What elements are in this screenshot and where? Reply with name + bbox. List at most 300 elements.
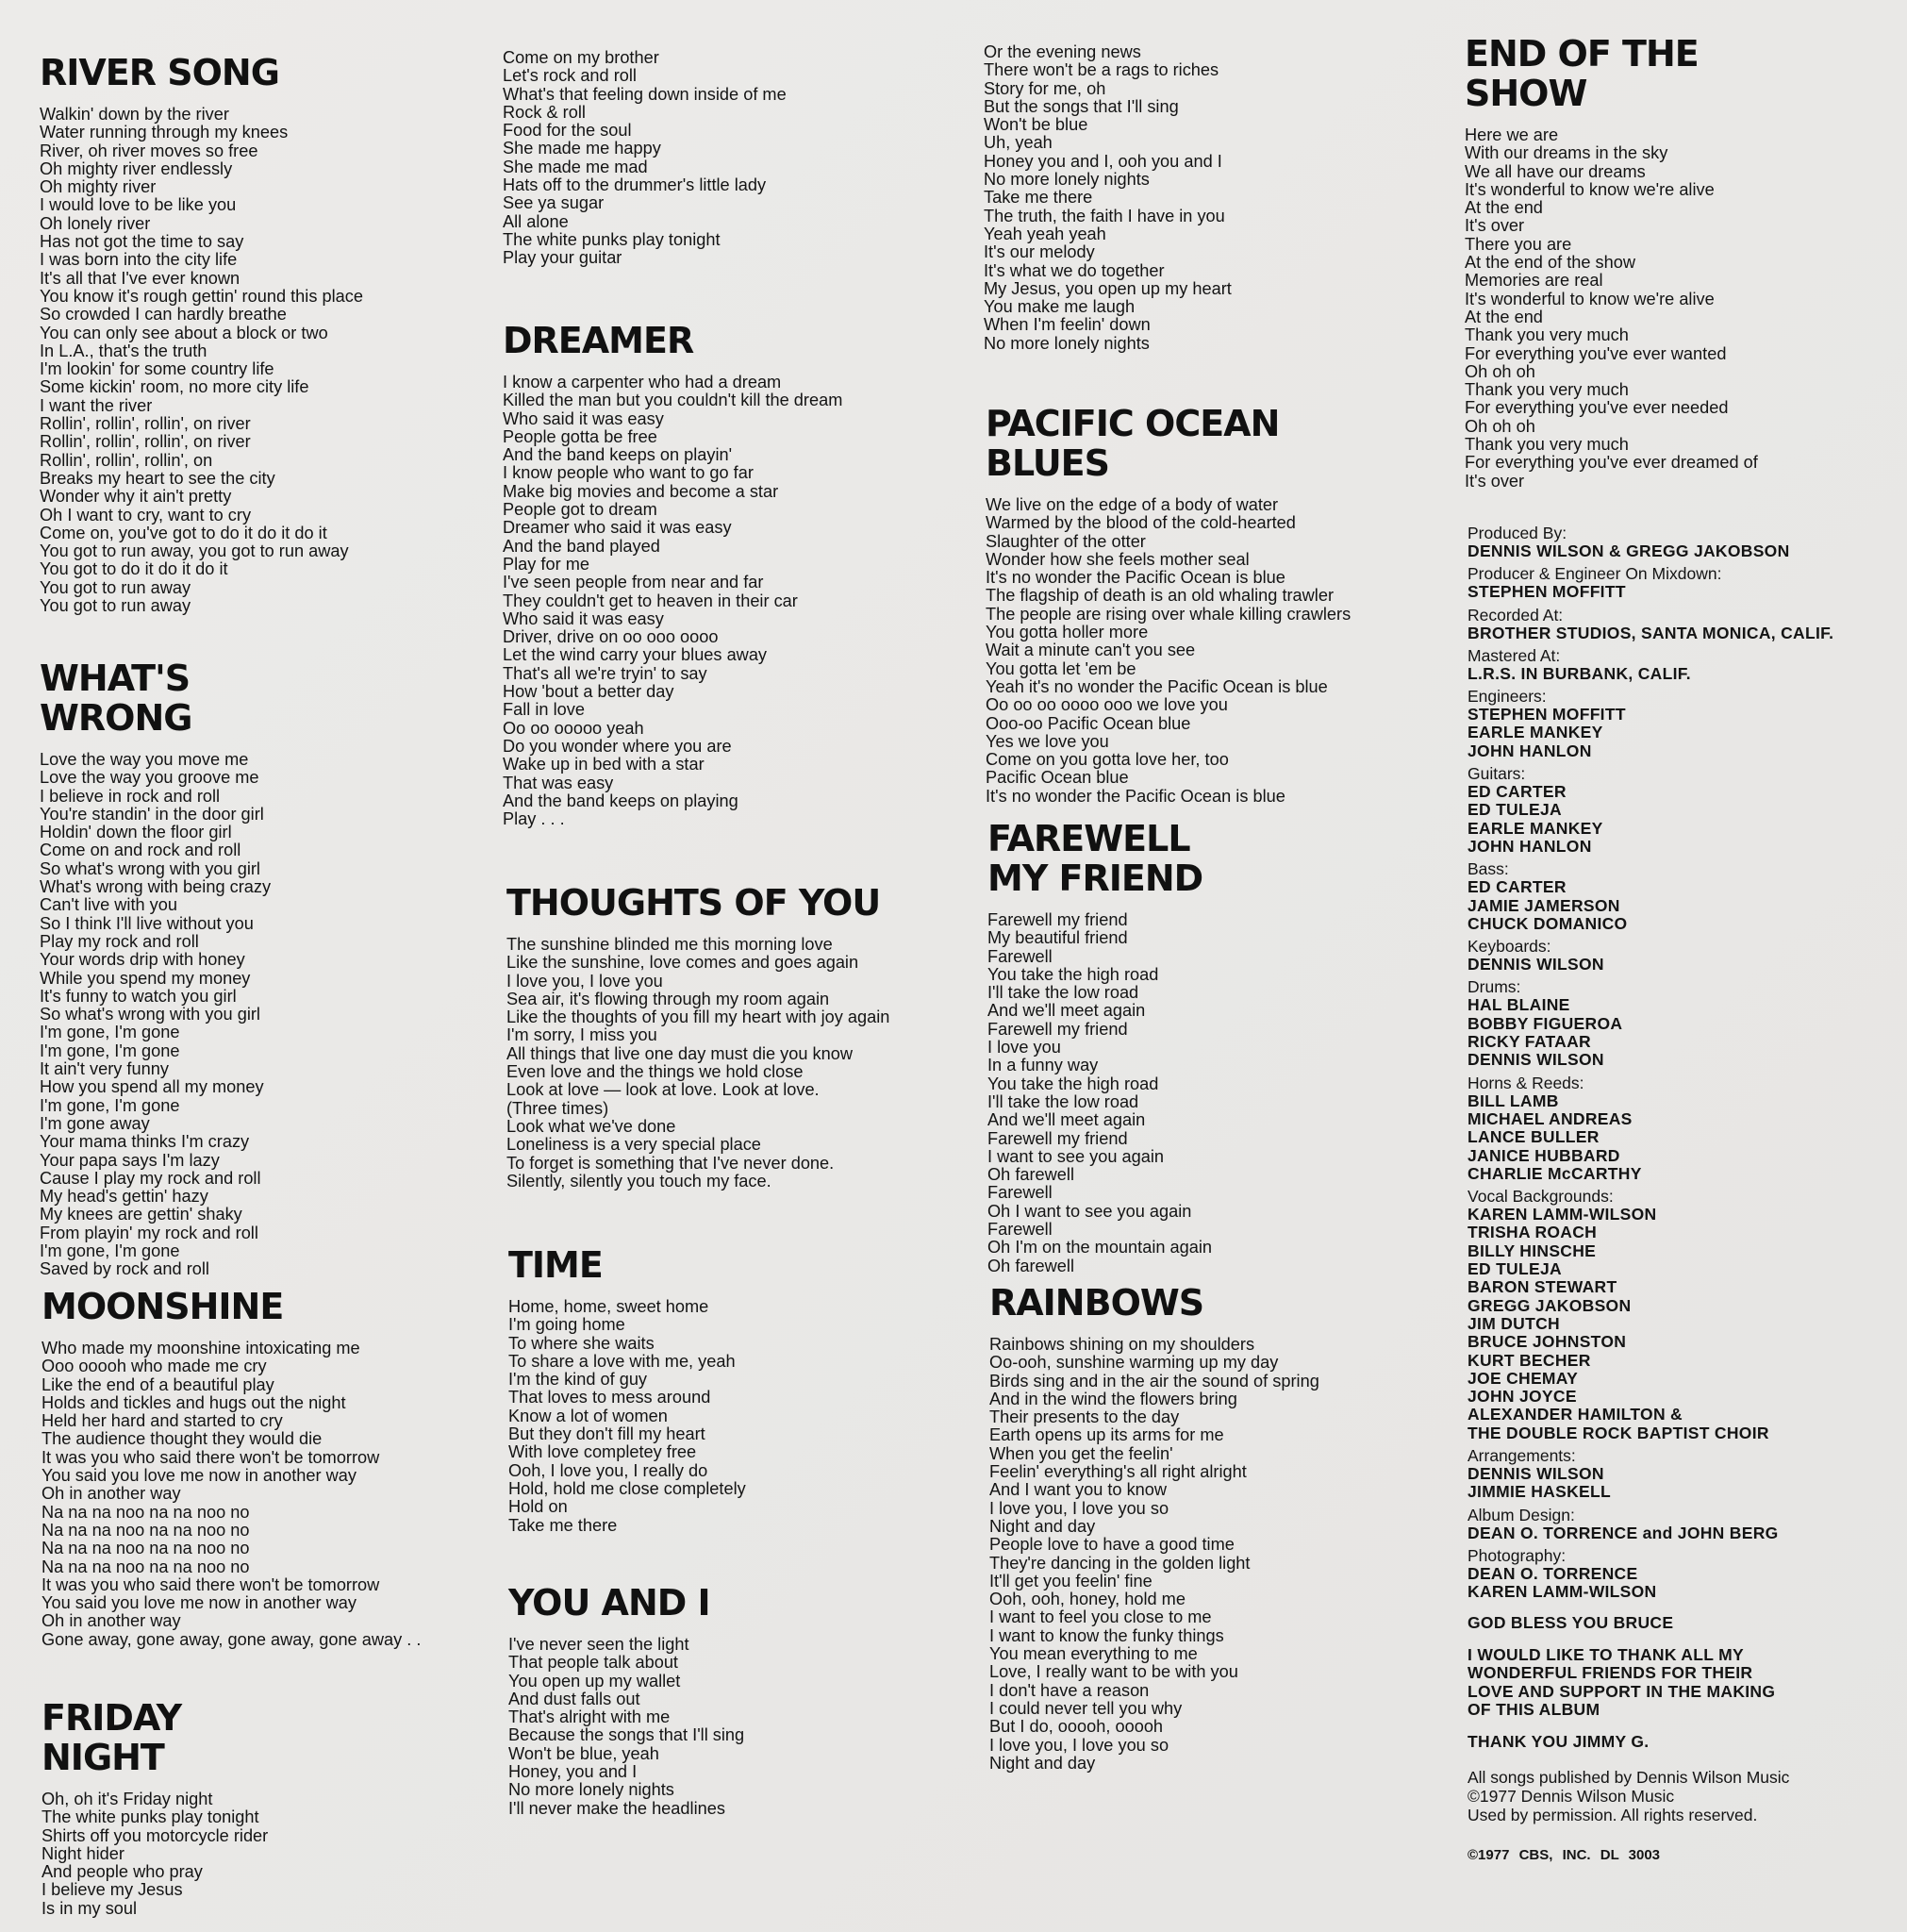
lyric-line: Ooo ooooh who made me cry — [41, 1357, 267, 1376]
lyric-line: I'm lookin' for some country life — [40, 359, 274, 379]
lyric-line: From playin' my rock and roll — [40, 1223, 258, 1242]
credit-name: KURT BECHER — [1468, 1350, 1591, 1370]
lyric-line: Holds and tickles and hugs out the night — [41, 1392, 346, 1412]
lyric-line: Oh I want to cry, want to cry — [40, 505, 252, 525]
lyric-line: I want to feel you close to me — [989, 1607, 1212, 1627]
lyric-line: Story for me, oh — [984, 78, 1106, 98]
lyric-line: Warmed by the blood of the cold-hearted — [986, 513, 1296, 533]
credit-name: ALEXANDER HAMILTON & — [1468, 1405, 1683, 1424]
credit-label: Vocal Backgrounds: — [1468, 1187, 1614, 1207]
lyric-line: We all have our dreams — [1465, 161, 1646, 181]
lyric-line: It's funny to watch you girl — [40, 986, 237, 1006]
song-lyrics — [1465, 126, 1758, 491]
lyric-line: I'll never make the headlines — [508, 1798, 725, 1818]
lyric-line: You can only see about a block or two — [40, 323, 328, 342]
credit-label: Arrangements: — [1468, 1445, 1576, 1465]
lyric-line: For everything you've ever wanted — [1465, 343, 1727, 363]
lyric-line: We live on the edge of a body of water — [986, 495, 1279, 514]
lyric-line: Can't live with you — [40, 895, 178, 915]
lyric-line: Oo oo ooooo yeah — [503, 718, 644, 738]
song-river-song — [40, 53, 363, 615]
lyric-line: Love, I really want to be with you — [989, 1662, 1238, 1682]
lyric-line: People love to have a good time — [989, 1535, 1235, 1555]
lyric-line: That's all we're tryin' to say — [503, 663, 707, 683]
credit-label: Album Design: — [1468, 1505, 1575, 1524]
lyric-line: Fall in love — [503, 700, 585, 720]
lyric-line: So crowded I can hardly breathe — [40, 305, 287, 325]
song-lyrics — [984, 43, 1232, 353]
lyric-line: She made me mad — [503, 157, 648, 176]
song-lyrics — [506, 936, 889, 1191]
credit-name: JOHN HANLON — [1468, 741, 1592, 760]
lyric-line: Na na na noo na na noo no — [41, 1520, 250, 1540]
credit-block — [1468, 765, 1901, 856]
lyric-line: I'm sorry, I miss you — [506, 1025, 657, 1045]
lyric-line: Let the wind carry your blues away — [503, 645, 768, 665]
lyric-line: Oo-ooh, sunshine warming up my day — [989, 1353, 1279, 1373]
lyric-line: River, oh river moves so free — [40, 141, 258, 160]
lyric-line: Earth opens up its arms for me — [989, 1425, 1224, 1445]
lyric-line: Breaks my heart to see the city — [40, 468, 275, 488]
lyric-line: For everything you've ever needed — [1465, 398, 1729, 418]
lyric-line: People got to dream — [503, 500, 657, 520]
lyric-line: My Jesus, you open up my heart — [984, 278, 1232, 298]
credit-name: BOBBY FIGUEROA — [1468, 1013, 1623, 1033]
lyric-line: Rainbows shining on my shoulders — [989, 1335, 1255, 1354]
lyric-line: All alone — [503, 211, 569, 231]
lyric-line: Look what we've done — [506, 1116, 676, 1136]
credit-label: Drums: — [1468, 977, 1521, 997]
catalog-number: ©1977 CBS, INC. DL 3003 — [1468, 1847, 1661, 1864]
credit-label: Bass: — [1468, 859, 1509, 879]
lyric-line: With love completey free — [508, 1442, 697, 1462]
lyric-line: It was you who said there won't be tomorrow — [41, 1447, 380, 1467]
lyric-line: Cause I play my rock and roll — [40, 1168, 261, 1188]
lyric-line: Let's rock and roll — [503, 66, 637, 86]
lyric-line: Rollin', rollin', rollin', on — [40, 450, 213, 470]
lyric-line: Has not got the time to say — [40, 232, 244, 252]
credit-label: Keyboards: — [1468, 937, 1551, 957]
lyric-line: Feelin' everything's all right alright — [989, 1462, 1247, 1482]
credit-name: ED TULEJA — [1468, 800, 1562, 820]
credit-name: KAREN LAMM-WILSON — [1468, 1582, 1657, 1602]
lyric-line: It's what we do together — [984, 260, 1165, 280]
lyric-line: With our dreams in the sky — [1465, 143, 1668, 163]
lyric-line: Honey, you and I — [508, 1762, 638, 1782]
lyric-line: You're standin' in the door girl — [40, 804, 264, 824]
lyric-line: Na na na noo na na noo no — [41, 1539, 250, 1558]
lyric-line: Wake up in bed with a star — [503, 755, 705, 774]
lyric-line: Make big movies and become a star — [503, 481, 779, 501]
lyric-line: Sea air, it's flowing through my room again — [506, 989, 830, 1008]
lyric-line: You said you love me now in another way — [41, 1466, 357, 1486]
lyric-line: But I do, ooooh, ooooh — [989, 1717, 1164, 1737]
credit-name: BILLY HINSCHE — [1468, 1241, 1597, 1260]
lyric-line: I was born into the city life — [40, 250, 238, 270]
credit-name: CHARLIE McCARTHY — [1468, 1163, 1642, 1183]
lyric-line: I'll take the low road — [987, 983, 1139, 1003]
lyric-line: Farewell my friend — [987, 1019, 1128, 1039]
lyric-line: I love you, I love you so — [989, 1498, 1169, 1518]
credit-name: BILL LAMB — [1468, 1091, 1559, 1110]
lyric-line: Farewell — [987, 1183, 1053, 1203]
song-rainbows — [989, 1283, 1319, 1773]
lyric-line: Oh mighty river — [40, 177, 157, 197]
credit-block — [1468, 978, 1901, 1069]
lyric-line: Your words drip with honey — [40, 950, 245, 970]
credit-label: Mastered At: — [1468, 645, 1561, 665]
lyric-line: Here we are — [1465, 125, 1559, 144]
lyric-line: To where she waits — [508, 1333, 655, 1353]
song-whats-wrong — [40, 658, 271, 1279]
song-lyrics — [503, 49, 787, 268]
song-title: THOUGHTS OF YOU — [506, 882, 881, 924]
credit-block — [1468, 1447, 1901, 1502]
lyric-line: I know a carpenter who had a dream — [503, 373, 782, 391]
lyric-line: For everything you've ever dreamed of — [1465, 453, 1758, 473]
credit-name: BROTHER STUDIOS, SANTA MONICA, CALIF. — [1468, 623, 1834, 642]
lyric-line: I could never tell you why — [989, 1698, 1183, 1718]
lyric-line: At the end — [1465, 198, 1543, 218]
lyric-line: Night and day — [989, 1753, 1096, 1773]
credit-name: LANCE BULLER — [1468, 1127, 1600, 1147]
song-lyrics — [503, 374, 842, 828]
lyric-line: That people talk about — [508, 1653, 678, 1673]
song-thoughts-of-you — [506, 883, 889, 1191]
credit-name: JOHN HANLON — [1468, 836, 1592, 856]
lyric-line: I love you — [987, 1038, 1061, 1058]
lyric-line: Memories are real — [1465, 271, 1603, 291]
song-you-and-i-continued — [984, 43, 1232, 353]
lyric-line: Birds sing and in the air the sound of spring — [989, 1371, 1319, 1391]
lyric-line: There you are — [1465, 234, 1572, 254]
song-lyrics — [986, 496, 1351, 806]
lyric-line: I want the river — [40, 395, 153, 415]
lyric-line: You said you love me now in another way — [41, 1593, 357, 1613]
lyric-line: Ooo-oo Pacific Ocean blue — [986, 713, 1191, 733]
lyric-line: Oh farewell — [987, 1256, 1074, 1275]
song-lyrics — [41, 1340, 421, 1649]
lyric-line: Like the thoughts of you fill my heart with joy again — [506, 1008, 890, 1027]
lyric-line: Come on my brother — [503, 48, 659, 67]
lyric-line: Oh farewell — [987, 1165, 1074, 1185]
credit-name: JIM DUTCH — [1468, 1313, 1560, 1333]
credit-name: RICKY FATAAR — [1468, 1032, 1591, 1052]
lyric-line: My knees are gettin' shaky — [40, 1205, 242, 1224]
lyric-line: Do you wonder where you are — [503, 736, 732, 756]
credit-label: Horns & Reeds: — [1468, 1073, 1584, 1092]
song-lyrics — [41, 1790, 268, 1918]
credit-name: GREGG JAKOBSON — [1468, 1295, 1632, 1315]
lyric-line: And the band keeps on playin' — [503, 445, 733, 465]
lyric-line: And dust falls out — [508, 1689, 640, 1708]
dedication-note: GOD BLESS YOU BRUCE — [1468, 1613, 1674, 1633]
lyric-line: Na na na noo na na noo no — [41, 1502, 250, 1522]
credit-block — [1468, 607, 1901, 642]
lyric-line: Yeah it's no wonder the Pacific Ocean is blue — [986, 676, 1328, 696]
lyric-line: Oh oh oh — [1465, 416, 1535, 436]
credit-name: BARON STEWART — [1468, 1277, 1617, 1297]
lyric-line: So what's wrong with you girl — [40, 858, 260, 878]
song-title: FRIDAY NIGHT — [41, 1697, 182, 1778]
lyric-line: Honey you and I, ooh you and I — [984, 151, 1222, 171]
lyric-line: I believe in rock and roll — [40, 786, 221, 806]
lyric-line: They're dancing in the golden light — [989, 1553, 1251, 1573]
lyric-line: Won't be blue — [984, 115, 1088, 135]
lyric-line: And the band keeps on playing — [503, 791, 738, 810]
credit-label: Recorded At: — [1468, 605, 1564, 625]
lyric-line: The flagship of death is an old whaling trawler — [986, 586, 1335, 606]
lyric-line: People gotta be free — [503, 426, 657, 446]
lyric-line: It's wonderful to know we're alive — [1465, 289, 1715, 308]
lyric-line: Night and day — [989, 1516, 1096, 1536]
lyric-line: They couldn't get to heaven in their car — [503, 591, 798, 610]
lyric-line: I've seen people from near and far — [503, 573, 764, 592]
credit-name: THE DOUBLE ROCK BAPTIST CHOIR — [1468, 1423, 1769, 1442]
credit-name: MICHAEL ANDREAS — [1468, 1108, 1633, 1128]
lyric-line: Love the way you groove me — [40, 768, 259, 788]
lyric-line: Oh mighty river endlessly — [40, 158, 233, 178]
lyric-line: In L.A., that's the truth — [40, 341, 207, 360]
song-title: PACIFIC OCEAN BLUES — [986, 403, 1280, 484]
lyric-line: Who made my moonshine intoxicating me — [41, 1339, 360, 1357]
lyric-line: You take the high road — [987, 964, 1159, 984]
thanks-jimmy-note: THANK YOU JIMMY G. — [1468, 1731, 1650, 1751]
credit-name: DENNIS WILSON — [1468, 1050, 1604, 1070]
credit-label: Producer & Engineer On Mixdown: — [1468, 564, 1722, 584]
lyric-line: It's our melody — [984, 242, 1095, 262]
lyric-line: And in the wind the flowers bring — [989, 1389, 1237, 1408]
lyric-line: So what's wrong with you girl — [40, 1005, 260, 1024]
lyric-line: Is in my soul — [41, 1898, 138, 1918]
lyric-line: In a funny way — [987, 1056, 1099, 1075]
lyric-line: Wait a minute can't you see — [986, 641, 1196, 660]
song-title: DREAMER — [503, 320, 694, 361]
publishing-line: Used by permission. All rights reserved. — [1468, 1806, 1758, 1825]
lyric-line: Their presents to the day — [989, 1407, 1180, 1427]
song-lyrics — [508, 1298, 746, 1535]
credit-block — [1468, 1547, 1901, 1602]
lyric-line: I'll take the low road — [987, 1091, 1139, 1111]
lyric-line: Wonder why it ain't pretty — [40, 487, 232, 507]
lyric-line: Oh I'm on the mountain again — [987, 1238, 1213, 1257]
lyric-line: Saved by rock and roll — [40, 1259, 209, 1279]
song-lyrics — [989, 1336, 1319, 1773]
lyric-line: Come on and rock and roll — [40, 841, 241, 860]
lyric-line: You got to run away — [40, 596, 191, 616]
lyric-line: But the songs that I'll sing — [984, 96, 1179, 116]
credit-name: L.R.S. IN BURBANK, CALIF. — [1468, 663, 1691, 683]
song-time — [508, 1245, 746, 1535]
lyric-line: My beautiful friend — [987, 928, 1128, 948]
lyric-line: Thank you very much — [1465, 435, 1629, 455]
song-title: FAREWELL MY FRIEND — [987, 818, 1203, 899]
song-title: END OF THE SHOW — [1465, 33, 1699, 114]
lyric-line: So I think I'll live without you — [40, 913, 254, 933]
lyric-line: Take me there — [508, 1515, 618, 1535]
song-friday-night — [41, 1698, 268, 1918]
lyric-line: Your mama thinks I'm crazy — [40, 1132, 250, 1152]
song-lyrics — [40, 106, 363, 615]
lyric-line: Come on, you've got to do it do it do it — [40, 523, 327, 542]
lyric-line: Pacific Ocean blue — [986, 768, 1129, 788]
lyric-line: Take me there — [984, 188, 1093, 208]
credit-name: ED CARTER — [1468, 877, 1567, 897]
credit-name: CHUCK DOMANICO — [1468, 913, 1628, 933]
lyric-line: And people who pray — [41, 1862, 203, 1882]
lyric-line: Na na na noo na na noo no — [41, 1557, 250, 1576]
publishing-info — [1468, 1768, 1901, 1824]
lyric-line: The white punks play tonight — [41, 1807, 259, 1827]
credit-name: DENNIS WILSON — [1468, 1463, 1604, 1483]
lyric-line: Oh, oh it's Friday night — [41, 1790, 213, 1808]
credit-name: STEPHEN MOFFITT — [1468, 705, 1626, 724]
lyric-line: My head's gettin' hazy — [40, 1187, 208, 1207]
lyric-line: Oo oo oo oooo ooo we love you — [986, 695, 1228, 715]
lyric-line: What's wrong with being crazy — [40, 877, 272, 897]
lyric-line: I love you, I love you — [506, 971, 663, 991]
lyric-line: Loneliness is a very special place — [506, 1135, 761, 1155]
credit-block — [1468, 647, 1901, 683]
lyric-line: Thank you very much — [1465, 380, 1629, 400]
thanks-note: I WOULD LIKE TO THANK ALL MY WONDERFUL FRIENDS FOR THEIR LOVE AND SUPPORT IN THE MAKING OF THIS ALBUM — [1468, 1644, 1776, 1720]
song-farewell-my-friend — [987, 819, 1212, 1275]
lyric-line: Thank you very much — [1465, 325, 1629, 345]
lyric-line: Even love and the things we hold close — [506, 1062, 804, 1082]
lyric-line: Oh I want to see you again — [987, 1201, 1192, 1221]
lyric-line: (Three times) — [506, 1098, 609, 1118]
lyric-line: Come on you gotta love her, too — [986, 750, 1229, 770]
lyric-line: Look at love — look at love. Look at love. — [506, 1080, 820, 1100]
credit-block — [1468, 565, 1901, 601]
song-pacific-ocean-blues — [986, 404, 1351, 806]
lyric-line: No more lonely nights — [984, 333, 1150, 353]
lyric-line: The people are rising over whale killing crawlers — [986, 604, 1351, 624]
credit-name: EARLE MANKEY — [1468, 818, 1603, 838]
lyric-line: Silently, silently you touch my face. — [506, 1171, 771, 1191]
lyric-line: I'm gone, I'm gone — [40, 1023, 180, 1042]
lyric-line: Ooh, I love you, I really do — [508, 1460, 708, 1480]
song-title: MOONSHINE — [41, 1286, 284, 1327]
credit-name: BRUCE JOHNSTON — [1468, 1332, 1627, 1352]
credit-name: JOE CHEMAY — [1468, 1368, 1579, 1388]
lyric-line: I'm gone, I'm gone — [40, 1095, 180, 1115]
credit-block — [1468, 1188, 1901, 1442]
lyric-line: Some kickin' room, no more city life — [40, 377, 309, 397]
lyric-line: Like the end of a beautiful play — [41, 1374, 274, 1394]
lyric-line: Farewell my friend — [987, 1128, 1128, 1148]
lyric-line: I believe my Jesus — [41, 1880, 183, 1900]
lyric-line: I've never seen the light — [508, 1635, 689, 1654]
lyric-line: Won't be blue, yeah — [508, 1743, 659, 1763]
lyric-line: I love you, I love you so — [989, 1735, 1169, 1755]
credit-name: KAREN LAMM-WILSON — [1468, 1205, 1657, 1224]
lyric-line: Held her hard and started to cry — [41, 1411, 283, 1431]
song-lyrics — [40, 751, 271, 1279]
lyric-line: When you get the feelin' — [989, 1443, 1173, 1463]
lyric-line: It's all that I've ever known — [40, 268, 240, 288]
album-credits — [1468, 525, 1901, 1863]
lyric-line: That's alright with me — [508, 1707, 671, 1727]
lyric-line: I'm gone, I'm gone — [40, 1241, 180, 1261]
lyric-line: That was easy — [503, 773, 614, 792]
lyric-line: See ya sugar — [503, 193, 605, 213]
lyric-line: Or the evening news — [984, 42, 1141, 61]
song-title: RIVER SONG — [40, 52, 279, 93]
lyric-line: Yeah yeah yeah — [984, 224, 1106, 243]
credit-block — [1468, 860, 1901, 933]
lyric-line: No more lonely nights — [508, 1780, 674, 1800]
lyric-line: And the band played — [503, 536, 660, 556]
lyric-line: Uh, yeah — [984, 133, 1053, 153]
credit-label: Engineers: — [1468, 687, 1547, 707]
lyric-line: Who said it was easy — [503, 608, 664, 628]
credit-label: Produced By: — [1468, 524, 1567, 542]
lyric-line: I would love to be like you — [40, 195, 237, 215]
lyric-line: Dreamer who said it was easy — [503, 518, 732, 538]
lyric-line: To forget is something that I've never done. — [506, 1153, 835, 1173]
lyric-line: I don't have a reason — [989, 1680, 1150, 1700]
lyric-line: I'm going home — [508, 1315, 625, 1335]
lyric-line: Water running through my knees — [40, 123, 289, 142]
song-title: TIME — [508, 1244, 603, 1286]
lyric-line: It's over — [1465, 471, 1525, 491]
credit-name: DEAN O. TORRENCE and JOHN BERG — [1468, 1523, 1779, 1542]
lyric-line: Hold on — [508, 1497, 568, 1517]
lyric-line: Love the way you move me — [40, 750, 249, 769]
credit-block — [1468, 938, 1901, 974]
credit-name: JANICE HUBBARD — [1468, 1145, 1620, 1165]
credit-block — [1468, 525, 1901, 560]
lyric-line: Gone away, gone away, gone away, gone away . . — [41, 1629, 422, 1649]
credit-name: ED TULEJA — [1468, 1259, 1562, 1279]
song-lyrics — [508, 1636, 744, 1818]
lyric-line: I'm gone, I'm gone — [40, 1041, 180, 1060]
lyric-line: The white punks play tonight — [503, 229, 721, 249]
lyric-line: And we'll meet again — [987, 1110, 1146, 1130]
lyric-line: Rollin', rollin', rollin', on river — [40, 414, 251, 434]
lyric-line: It's over — [1465, 216, 1525, 236]
lyric-line: When I'm feelin' down — [984, 315, 1151, 335]
credit-list — [1468, 525, 1901, 1601]
lyric-line: I know people who want to go far — [503, 463, 754, 483]
lyric-line: Like the sunshine, love comes and goes again — [506, 953, 859, 973]
lyric-line: Play my rock and roll — [40, 931, 199, 951]
lyric-line: While you spend my money — [40, 968, 251, 988]
publishing-line: ©1977 Dennis Wilson Music — [1468, 1787, 1675, 1807]
lyric-line: You got to do it do it do it — [40, 559, 228, 579]
credit-name: JAMIE JAMERSON — [1468, 895, 1620, 915]
song-end-of-the-show — [1465, 34, 1758, 491]
lyric-line: Hats off to the drummer's little lady — [503, 175, 767, 195]
lyric-line: And I want you to know — [989, 1480, 1168, 1500]
lyric-line: You gotta holler more — [986, 623, 1149, 642]
lyric-line: Rollin', rollin', rollin', on river — [40, 432, 251, 452]
credit-name: JIMMIE HASKELL — [1468, 1482, 1611, 1502]
lyric-line: Play for me — [503, 554, 589, 574]
lyric-line: Farewell — [987, 1220, 1053, 1240]
lyric-line: Food for the soul — [503, 121, 632, 141]
lyric-line: I want to know the funky things — [989, 1625, 1224, 1645]
credit-name: DENNIS WILSON — [1468, 955, 1604, 974]
lyric-line: You mean everything to me — [989, 1644, 1198, 1664]
lyric-line: Know a lot of women — [508, 1406, 668, 1425]
lyric-line: Killed the man but you couldn't kill the dream — [503, 391, 843, 410]
lyric-line: There won't be a rags to riches — [984, 60, 1219, 80]
lyric-line: I'm the kind of guy — [508, 1370, 648, 1390]
credit-label: Guitars: — [1468, 764, 1526, 784]
credit-name: STEPHEN MOFFITT — [1468, 582, 1626, 602]
